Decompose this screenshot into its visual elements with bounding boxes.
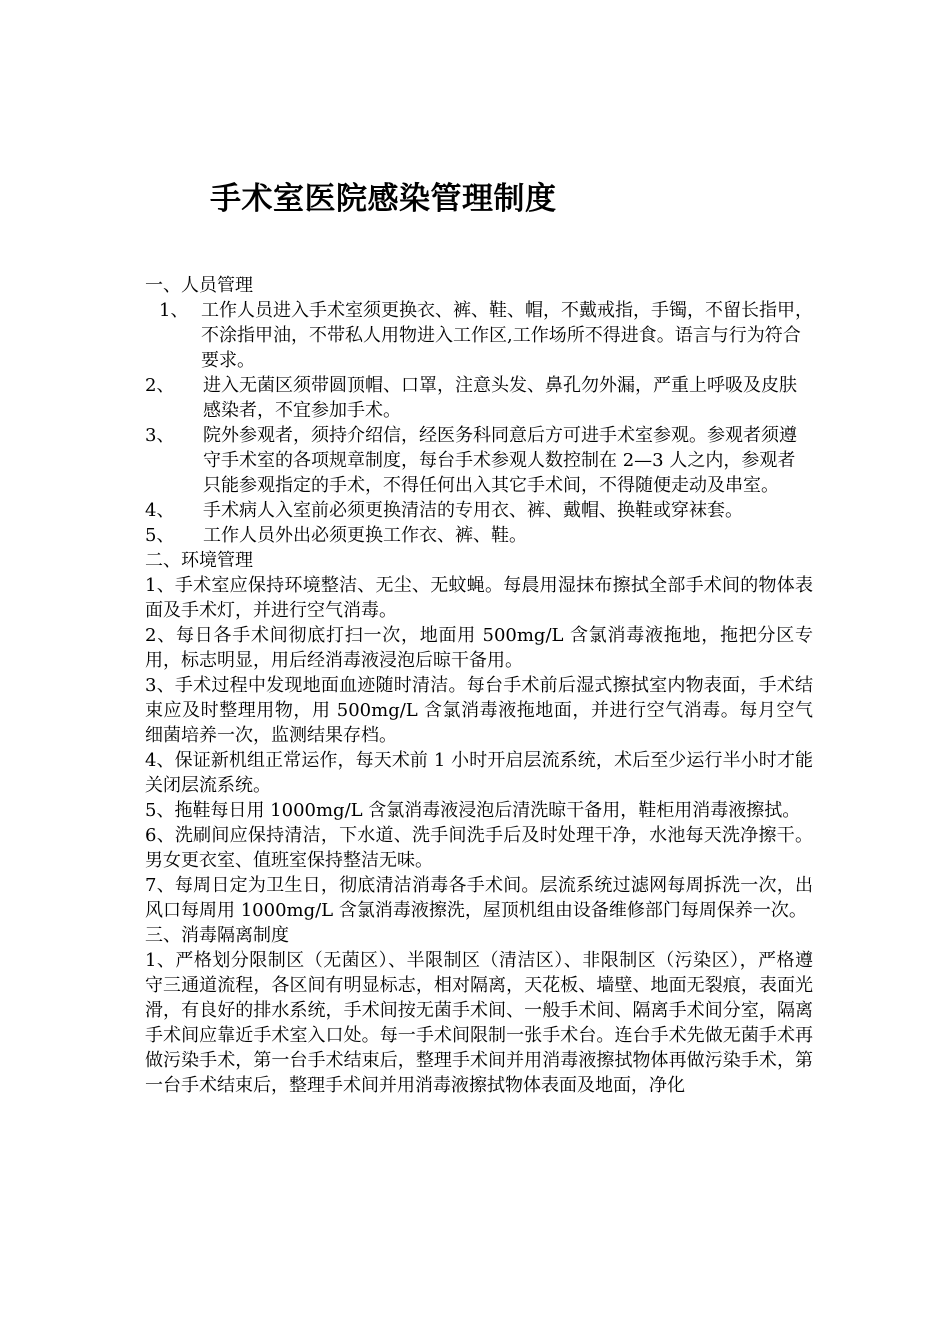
list-item-text: 院外参观者，须持介绍信，经医务科同意后方可进手术室参观。参观者须遵守手术室的各项规章制度，每台手术参观人数控制在 2—3 人之内，参观者只能参观指定的手术，不得任何出入其它手术间，不得随便走动及串室。 xyxy=(203,425,797,496)
paragraph: 2、每日各手术间彻底打扫一次，地面用 500mg/L 含氯消毒液拖地，拖把分区专用，标志明显，用后经消毒液浸泡后晾干备用。 xyxy=(145,625,813,671)
list-item-text: 手术病人入室前必须更换清洁的专用衣、裤、戴帽、换鞋或穿袜套。 xyxy=(203,500,743,521)
paragraph: 3、手术过程中发现地面血迹随时清洁。每台手术前后湿式擦拭室内物表面，手术结束应及时整理用物，用 500mg/L 含氯消毒液拖地面，并进行空气消毒。每月空气细菌培养一次，监测结果存档。 xyxy=(145,675,813,746)
paragraph: 7、每周日定为卫生日，彻底清洁消毒各手术间。层流系统过滤网每周拆洗一次，出风口每周用 1000mg/L 含氯消毒液擦洗，屋顶机组由设备维修部门每周保养一次。 xyxy=(145,875,813,921)
list-item-text: 工作人员进入手术室须更换衣、裤、鞋、帽，不戴戒指，手镯，不留长指甲，不涂指甲油，不带私人用物进入工作区,工作场所不得进食。语言与行为符合要求。 xyxy=(201,300,813,371)
paragraph: 4、保证新机组正常运作，每天术前 1 小时开启层流系统，术后至少运行半小时才能关闭层流系统。 xyxy=(145,750,813,796)
section-heading-personnel: 一、人员管理 xyxy=(145,275,253,296)
paragraph: 6、洗刷间应保持清洁，下水道、洗手间洗手后及时处理干净，水池每天洗净擦干。男女更衣室、值班室保持整洁无味。 xyxy=(145,825,813,871)
list-item-text: 进入无菌区须带圆顶帽、口罩，注意头发、鼻孔勿外漏，严重上呼吸及皮肤感染者，不宜参加手术。 xyxy=(203,375,797,421)
section-heading-environment: 二、环境管理 xyxy=(145,550,253,571)
document-body xyxy=(145,273,813,1098)
list-item xyxy=(145,523,813,548)
paragraph: 1、手术室应保持环境整洁、无尘、无蚊蝇。每晨用湿抹布擦拭全部手术间的物体表面及手术灯，并进行空气消毒。 xyxy=(145,575,813,621)
list-item-number: 1、 xyxy=(159,300,189,321)
list-item-text: 工作人员外出必须更换工作衣、裤、鞋。 xyxy=(203,525,527,546)
list-item-number: 3、 xyxy=(145,425,175,446)
list-item-number: 4、 xyxy=(145,500,175,521)
list-item xyxy=(145,298,813,373)
list-item xyxy=(145,423,813,498)
list-item xyxy=(145,498,813,523)
section-heading-disinfection: 三、消毒隔离制度 xyxy=(145,925,289,946)
list-item-number: 2、 xyxy=(145,375,175,396)
paragraph: 1、严格划分限制区（无菌区）、半限制区（清洁区）、非限制区（污染区），严格遵守三通道流程，各区间有明显标志，相对隔离，天花板、墙壁、地面无裂痕，表面光滑，有良好的排水系统，手术间按无菌手术间、一般手术间、隔离手术间分室，隔离手术间应靠近手术室入口处。每一手术间限制一张手术台。连台手术先做无菌手术再做污染手术，第一台手术结束后，整理手术间并用消毒液擦拭物体再做污染手术，第一台手术结束后，整理手术间并用消毒液擦拭物体表面及地面，净化 xyxy=(145,950,813,1096)
document-title: 手术室医院感染管理制度 xyxy=(210,181,557,217)
paragraph: 5、拖鞋每日用 1000mg/L 含氯消毒液浸泡后清洗晾干备用，鞋柜用消毒液擦拭。 xyxy=(145,800,801,821)
list-item xyxy=(145,373,813,423)
list-item-number: 5、 xyxy=(145,525,175,546)
